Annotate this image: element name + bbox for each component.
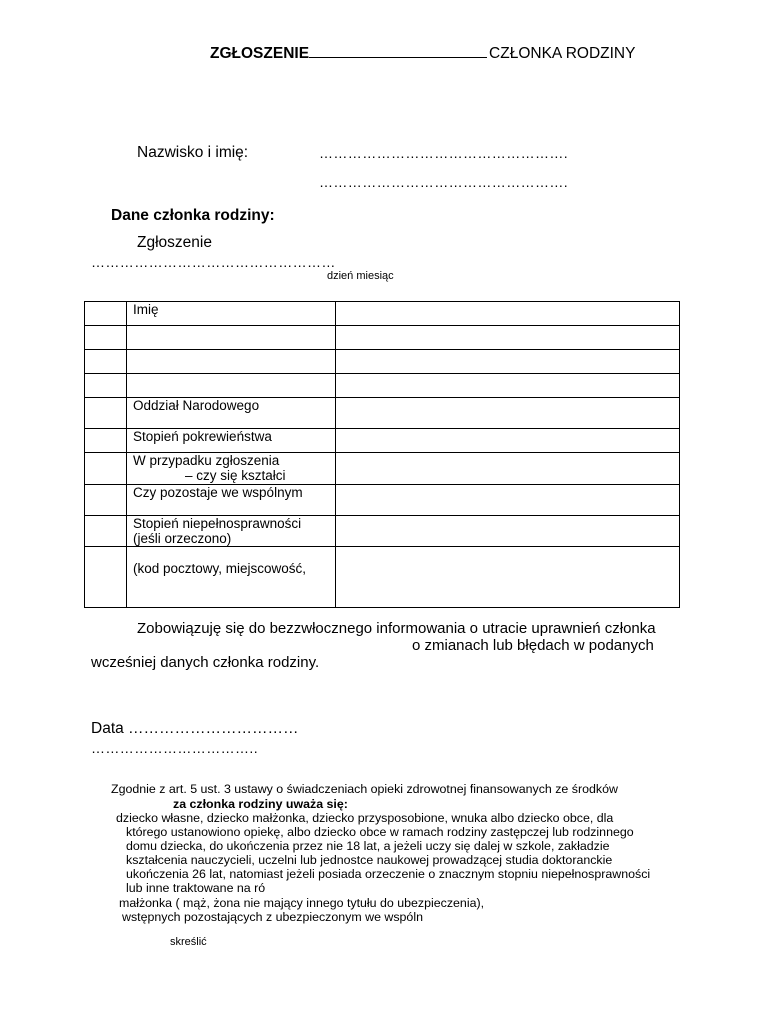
zgloszenie-date-field[interactable]: …………………………………………… [91, 254, 336, 270]
table-row [85, 302, 680, 326]
title-left: ZGŁOSZENIE [210, 45, 310, 62]
row-value-cell[interactable] [336, 547, 680, 608]
member-section-heading: Dane członka rodziny: [111, 207, 275, 224]
row-value-cell[interactable] [336, 485, 680, 516]
table-row [85, 350, 680, 374]
row-value-cell[interactable] [336, 453, 680, 485]
row-value-cell[interactable] [336, 350, 680, 374]
row-label-cell [127, 547, 336, 608]
legal-item1-line6: lub inne traktowane na ró [126, 881, 266, 895]
obligation-line-3: wcześniej danych członka rodziny. [91, 654, 320, 671]
table-row [85, 326, 680, 350]
date-hint: dzień miesiąc [327, 270, 394, 282]
row-value-cell[interactable] [336, 374, 680, 398]
row-value-cell[interactable] [336, 429, 680, 453]
legal-line-2: za członka rodziny uważa się: [173, 797, 348, 811]
table-row [85, 516, 680, 547]
legal-item2: małżonka ( mąż, żona nie mający innego tytułu do ubezpieczenia), [119, 896, 485, 910]
obligation-line-2: o zmianach lub błędach w podanych [412, 637, 654, 654]
row-label-cell [127, 398, 336, 429]
row-label-cell [127, 516, 336, 547]
table-row [85, 429, 680, 453]
row-label-continuation: (jeśli orzeczono) [133, 531, 232, 546]
row-number-cell [85, 453, 127, 485]
applicant-name-field-2[interactable]: ……………………………………………. [319, 174, 569, 190]
row-value-cell[interactable] [336, 516, 680, 547]
table-row [85, 547, 680, 608]
legal-item1-line2: którego ustanowiono opiekę, albo dziecko obce w ramach rodziny zastępczej lub rodzinnego [126, 825, 634, 839]
row-number-cell [85, 326, 127, 350]
obligation-line-1: Zobowiązuję się do bezzwłocznego informowania o utracie uprawnień członka [137, 620, 656, 637]
row-value-cell[interactable] [336, 326, 680, 350]
row-number-cell [85, 485, 127, 516]
row-label-cell [127, 302, 336, 326]
row-number-cell [85, 516, 127, 547]
row-label-cell [127, 326, 336, 350]
row-number-cell [85, 547, 127, 608]
row-label-cell [127, 429, 336, 453]
date-field[interactable]: Data …………………………… [91, 720, 299, 737]
member-data-table [84, 301, 680, 608]
row-label-cell [127, 350, 336, 374]
applicant-name-label: Nazwisko i imię: [137, 144, 249, 161]
legal-item1-line4: kształcenia nauczycieli, uczelni lub jednostce naukowej prowadzącej studia doktoranckie [126, 853, 613, 867]
title-right: CZŁONKA RODZINY [489, 45, 636, 62]
legal-line-1: Zgodnie z art. 5 ust. 3 ustawy o świadczeniach opieki zdrowotnej finansowanych ze środków [111, 782, 618, 796]
row-value-cell[interactable] [336, 302, 680, 326]
row-label: (kod pocztowy, miejscowość, [133, 561, 307, 576]
zgloszenie-label: Zgłoszenie [137, 234, 212, 251]
row-number-cell [85, 302, 127, 326]
legal-item1-line5: ukończenia 26 lat, natomiast jeżeli posiada orzeczenie o znacznym stopniu niepełnosprawności [126, 867, 651, 881]
row-number-cell [85, 350, 127, 374]
row-number-cell [85, 429, 127, 453]
row-value-cell[interactable] [336, 398, 680, 429]
legal-item1-line1: dziecko własne, dziecko małżonka, dziecko przysposobione, wnuka albo dziecko obce, dla [116, 811, 614, 825]
signature-field[interactable]: …………………………….. [91, 740, 258, 756]
row-label-cell [127, 453, 336, 485]
row-label: Oddział Narodowego [133, 398, 260, 413]
row-label-continuation: – czy się kształci [185, 468, 286, 483]
row-label: Stopień niepełnosprawności [133, 516, 302, 531]
row-label: W przypadku zgłoszenia [133, 453, 280, 468]
row-label: Imię [133, 302, 159, 317]
form-title [210, 43, 635, 63]
table-row [85, 485, 680, 516]
row-number-cell [85, 374, 127, 398]
table-row [85, 374, 680, 398]
row-label: Stopień pokrewieństwa [133, 429, 272, 444]
row-label-cell [127, 374, 336, 398]
footnote: skreślić [170, 936, 207, 948]
applicant-name-field-1[interactable]: ……………………………………………. [319, 145, 569, 161]
row-label-cell [127, 485, 336, 516]
row-number-cell [85, 398, 127, 429]
row-label: Czy pozostaje we wspólnym [133, 485, 303, 500]
title-blank-line [309, 43, 487, 58]
legal-item1-line3: domu dziecka, do ukończenia przez nie 18 lat, a jeżeli uczy się dalej w szkole, zakładzie [126, 839, 610, 853]
legal-item3: wstępnych pozostających z ubezpieczonym we wspóln [122, 910, 423, 924]
table-row [85, 398, 680, 429]
table-row [85, 453, 680, 485]
